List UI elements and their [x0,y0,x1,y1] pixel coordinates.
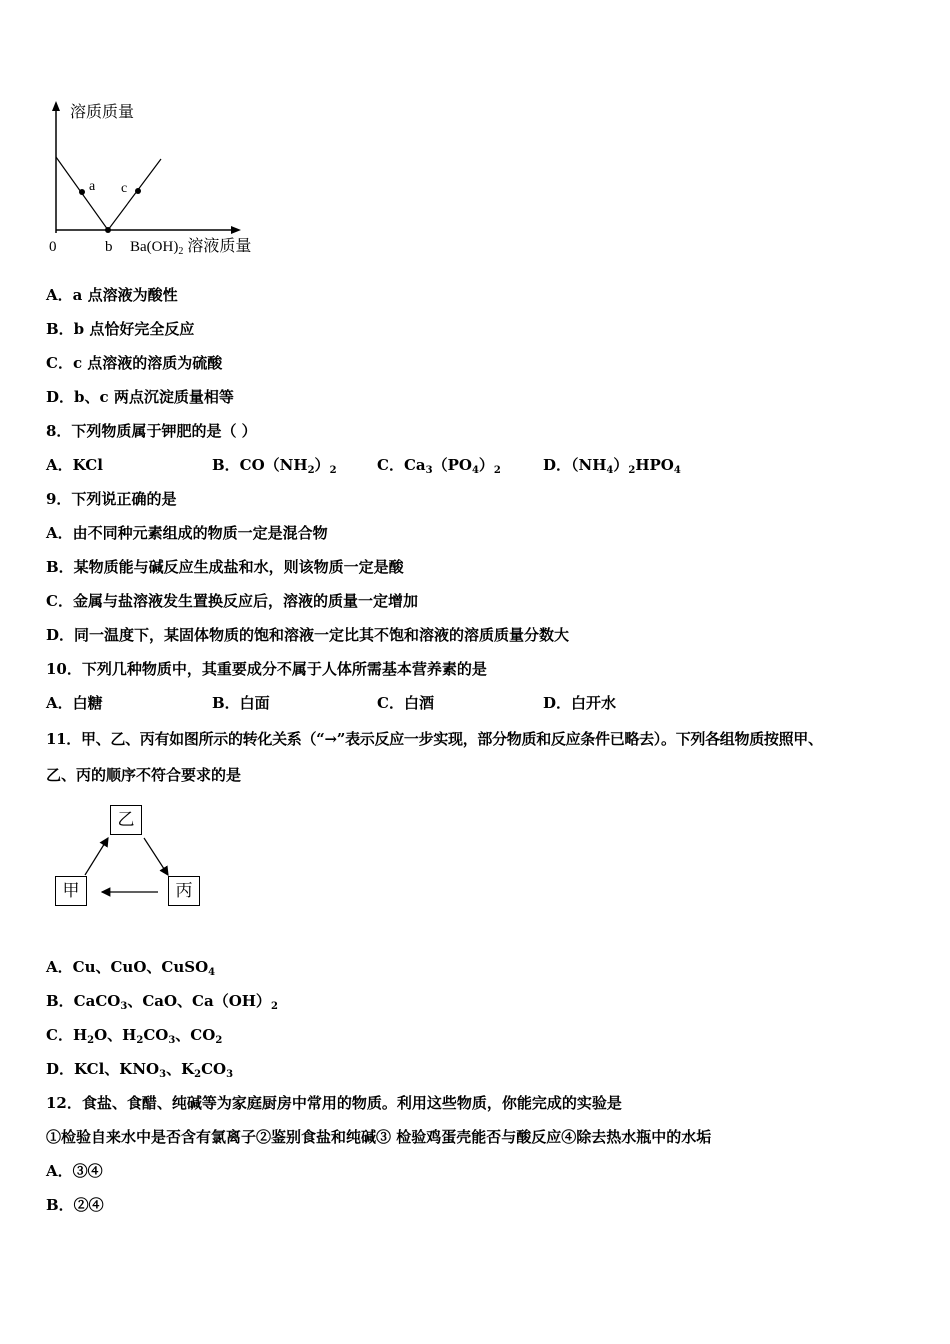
y-axis-label: 溶质质量 [70,104,135,121]
q9-stem: 9．下列说正确的是 [46,490,177,508]
q10-option-b: B．白面 [212,694,270,712]
point-c-label: c [121,181,128,196]
q9-option-a: A．由不同种元素组成的物质一定是混合物 [46,524,328,542]
q9-option-d: D．同一温度下，某固体物质的饱和溶液一定比其不饱和溶液的溶质质量分数大 [46,626,570,644]
arrow-yi-to-bing [144,838,168,875]
q12-option-a: A．③④ [46,1162,103,1180]
origin-label: 0 [49,239,57,255]
q10-option-a: A．白糖 [46,694,103,712]
y-axis-arrow-icon [52,101,60,111]
box-bing: 丙 [168,876,200,906]
q9-option-c: C．金属与盐溶液发生置换反应后，溶液的质量一定增加 [46,592,418,610]
x-axis-arrow-icon [231,226,241,234]
point-b-dot [105,227,111,233]
x-axis-label: $Ba(OH)_2$ 溶液质量 [130,238,252,257]
point-c-dot [135,188,141,194]
q11-option-c: C．$H_2O$、$H_2CO_3$、$CO_2$ [46,1026,223,1046]
box-jia: 甲 [55,876,87,906]
q8-option-a: A．KCl [46,456,103,474]
q11-option-a: A．Cu、CuO、CuSO$_4$ [46,958,216,978]
q10-stem: 10．下列几种物质中，其重要成分不属于人体所需基本营养素的是 [46,660,487,678]
point-a-dot [79,189,85,195]
point-b-label: b [105,239,113,255]
conversion-arrows [40,795,210,915]
q11-stem-line1: 11．甲、乙、丙有如图所示的转化关系（“→”表示反应一步实现，部分物质和反应条件已略去）。下列各组物质按照甲、 [46,730,823,748]
q10-option-c: C．白酒 [377,694,434,712]
q8-option-c: C．$Ca_3(PO_4)_2$ [377,456,501,476]
q11-stem-line2: 乙、丙的顺序不符合要求的是 [46,766,242,784]
arrow-jia-to-yi [85,838,108,875]
q8-option-d: D．$(NH_4)_2HPO_4$ [543,456,681,476]
q7-option-d: D．b、c 两点沉淀质量相等 [46,388,234,406]
q7-option-a: A．a 点溶液为酸性 [46,286,178,304]
point-a-label: a [89,179,96,194]
solute-curve [56,157,161,230]
box-yi: 乙 [110,805,142,835]
q12-stem: 12．食盐、食醋、纯碱等为家庭厨房中常用的物质。利用这些物质，你能完成的实验是 [46,1094,622,1112]
q9-option-b: B．某物质能与碱反应生成盐和水，则该物质一定是酸 [46,558,404,576]
q8-option-b: B．$CO(NH_2)_2$ [212,456,337,476]
q12-option-b: B．②④ [46,1196,104,1214]
solute-mass-graph [40,95,280,265]
q12-items: ①检验自来水中是否含有氯离子②鉴别食盐和纯碱③ 检验鸡蛋壳能否与酸反应④除去热水瓶中的水垢 [46,1128,712,1146]
q10-option-d: D．白开水 [543,694,617,712]
q7-option-b: B．b 点恰好完全反应 [46,320,195,338]
q11-option-d: D．KCl、$KNO_3$、$K_2CO_3$ [46,1060,234,1080]
q8-stem: 8．下列物质属于钾肥的是（ ） [46,422,257,440]
q7-option-c: C．c 点溶液的溶质为硫酸 [46,354,223,372]
q11-option-b: B．CaCO$_3$、CaO、$Ca(OH)_2$ [46,992,278,1012]
